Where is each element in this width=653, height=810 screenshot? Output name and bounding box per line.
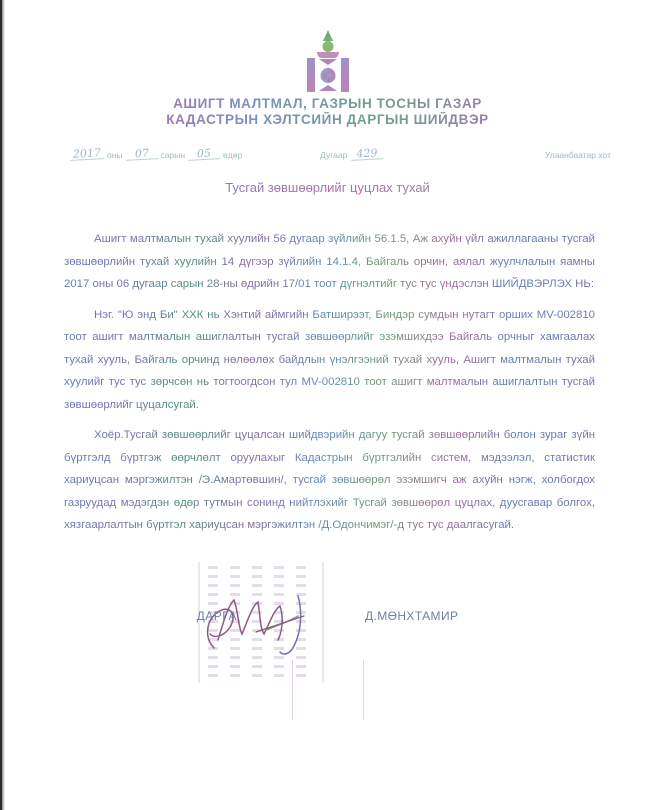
emblem-yinyang-icon [320, 68, 335, 83]
date-year-label: оны [107, 150, 123, 160]
signature-row [2, 600, 653, 623]
document-number-value: 429 [351, 147, 384, 161]
organization-header [2, 96, 653, 128]
paragraph-clause-one: Нэг. "Ю энд Би" ХХК нь Хэнтий аймгийн Батширээт, Биндэр сумдын нутагт орших MV-002810 тоот ашигт малтмалын ашиглалтын тусгай зөвшөөрлийг эзэмшихдээ Байгаль орчныг хамгаалах тухай хууль, Байгаль орчинд нөлөөлөх байдлын үнэлгээний тухай хууль, Ашигт малтмалын тухай хуулийг тус тус зөрчсөн нь тогтоогдсон тул MV-002810 тоот ашигт малтмалын ашиглалтын тусгай зөвшөөрлийг цуцалсугай. [64, 304, 595, 417]
date-day-label: өдөр [223, 150, 243, 160]
emblem-right-pillar-icon [341, 58, 349, 92]
date-month-label: сарын [160, 150, 186, 160]
soyombo-emblem-icon [302, 30, 354, 92]
scan-artifact [292, 660, 364, 720]
document-number-label: Дугаар [320, 150, 348, 160]
paragraph-clause-two: Хоёр.Тусгай зөвшөөрлийг цуцалсан шийдвэрийн дагуу тусгай зөвшөөрлийн болон зураг зүйн бүртгэлд бүртгэж өөрчлөлт оруулахыг Кадастрын бүртгэлийн систем, мэдээлэл, статистик хариуцсан мэргэжилтэн /Э.Амартөвшин/, тусгай зөвшөөрөл эзэмшигч аж ахуйн нэгж, холбогдох газруудад мэдэгдэн өдөр тутмын сонинд нийтлэхийг Тусгай зөвшөөрөл цуцлах, дуусгавар болгох, хязгаарлалтын бүртгэл хариуцсан мэргэжилтэн /Д.Одончимэг/-д тус тус даалгасугай. [64, 424, 595, 537]
stamp-label [202, 566, 203, 567]
emblem-container [2, 30, 653, 92]
date-day-value: 05 [188, 147, 221, 161]
date-month-value: 07 [125, 147, 158, 161]
paragraph-preamble: Ашигт малтмалын тухай хуулийн 56 дугаар зүйлийн 56.1.5, Аж ахуйн үйл ажиллагааны тусгай зөвшөөрлийн тухай хуулийн 14 дүгээр зүйлийн 14.1.4, Байгаль орчин, аялал жуулчлалын яамны 2017 оны 06 дугаар сарын 28-ны өдрийн 17/01 тоот дүгнэлтийг тус тус үндэслэн ШИЙДВЭРЛЭХ НЬ: [64, 228, 595, 296]
date-year-value: 2017 [70, 147, 105, 161]
city-label: Улаанбаатар хот [544, 150, 611, 160]
organization-line-1: АШИГТ МАЛТМАЛ, ГАЗРЫН ТОСНЫ ГАЗАР [2, 96, 653, 112]
emblem-label [302, 30, 303, 31]
emblem-bottom-triangle-icon [319, 85, 337, 91]
document-number-line [320, 148, 383, 160]
page-title: Тусгай зөвшөөрлийг цуцлах тухай [2, 180, 653, 195]
signature-space [237, 600, 365, 620]
organization-line-2: КАДАСТРЫН ХЭЛТСИЙН ДАРГЫН ШИЙДВЭР [2, 112, 653, 128]
date-line [70, 148, 242, 160]
signature-name: Д.МӨНХТАМИР [364, 609, 459, 623]
emblem-flame-icon [323, 30, 333, 41]
document-meta-row [2, 145, 653, 163]
document-body [64, 228, 595, 545]
signature-role-label: ДАРГА [196, 609, 237, 623]
emblem-sun-icon [322, 41, 333, 52]
emblem-left-pillar-icon [307, 58, 315, 92]
emblem-top-triangle-icon [319, 59, 337, 65]
